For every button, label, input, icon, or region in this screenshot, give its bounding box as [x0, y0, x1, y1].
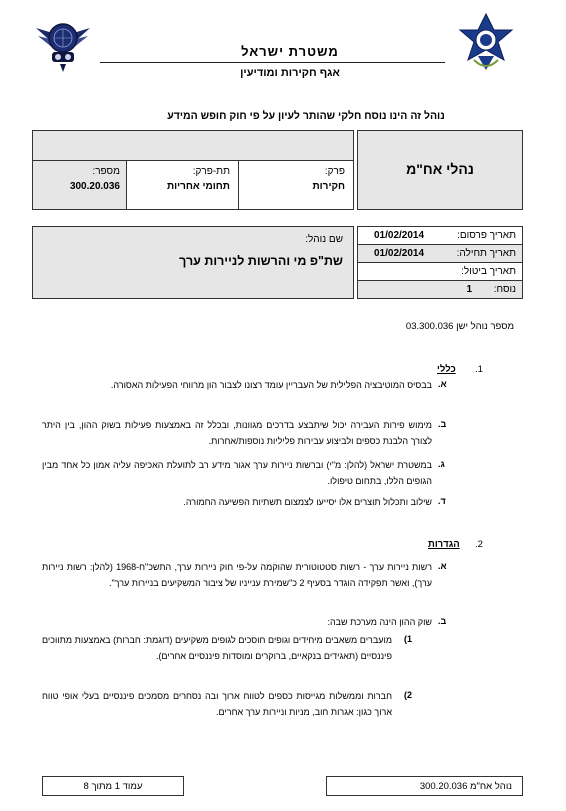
subchapter-cell — [126, 160, 239, 210]
cancel-date-row — [357, 262, 523, 281]
cancel-date-label: תאריך ביטול: — [461, 266, 516, 277]
procedure-name-value: שת"פ מי והרשות לניירות ערך — [179, 254, 343, 268]
procedures-title: נהלי אח"מ — [406, 161, 474, 177]
publish-date-label: תאריך פרסום: — [457, 230, 516, 241]
number-cell — [32, 160, 127, 210]
s2-sub-marker-1: 1) — [404, 634, 413, 644]
old-procedure-number: מספר נוהל ישן 03.300.036 — [405, 321, 514, 332]
section-1-number: 1. — [475, 364, 483, 375]
version-row — [357, 280, 523, 299]
s2-item-a-text: רשות ניירות ערך - רשות סטטוטורית שהוקמה על-פי חוק ניירות ערך, התשכ"ח-1968 (להלן: רשות ניירות ערך), ואשר תפקידה הוגדר בסעיף 2 כ"שמירת ענייניו של ציבור המשקיעים בניירות ערך". — [42, 562, 432, 588]
start-date-row — [357, 244, 523, 263]
footer-page-number: עמוד 1 מתוך 8 — [83, 781, 143, 792]
start-date-value: 01/02/2014 — [374, 248, 425, 259]
version-label: נוסח: — [493, 284, 516, 295]
s1-marker-b: ב. — [438, 419, 447, 429]
dept-title: אגף חקירות ומודיעין — [240, 67, 340, 79]
number-value: 300.20.036 — [69, 181, 120, 192]
subchapter-label: תת-פרק: — [192, 166, 230, 177]
s1-item-a-text: בבסיס המוטיבציה הפלילית של העבריין עומד רצונו לצבור הון מרווחי הפעילות האסורה. — [110, 380, 432, 390]
org-title: משטרת ישראל — [241, 44, 339, 59]
start-date-label: תאריך תחילה: — [456, 248, 516, 259]
israel-police-star-icon — [452, 12, 520, 76]
procedures-title-box — [357, 130, 523, 210]
procedure-name-label: שם נוהל: — [305, 234, 343, 245]
s2-marker-a: א. — [438, 561, 447, 571]
number-label: מספר: — [92, 166, 120, 177]
chapter-value: חקירות — [312, 181, 345, 192]
subchapter-value: תחומי אחריות — [166, 181, 230, 192]
s1-marker-c: ג. — [438, 459, 445, 469]
section-2-title: הגדרות — [428, 539, 460, 550]
s1-item-b-text: מימוש פירות העבירה יכול שיתבצע בדרכים מגוונות, ובכלל זה באמצעות פעילות בשוק ההון, בין היתר לצורך הלבנת כספים ולביצוע עבירות פליליות נוספות/אחרות. — [42, 420, 432, 446]
section-1-title: כללי — [437, 364, 456, 375]
footer-procedure-box — [326, 776, 523, 796]
s1-marker-a: א. — [438, 379, 447, 389]
footer-procedure-id: נוהל אח"מ 300.20.036 — [419, 781, 512, 792]
s1-item-c-text: במשטרת ישראל (להלן: מ"י) וברשות ניירות ערך אגור מידע רב לתועלת האכיפה עליה אמון כל אחד מבין הגופים הללו, בתחום טיפולו. — [42, 460, 432, 486]
chapter-cell — [238, 160, 354, 210]
main-box-top-blank — [32, 130, 354, 161]
partial-release-notice: נוהל זה הינו נוסח חלקי שהותר לעיון על פי חוק חופש המידע — [167, 110, 445, 122]
s2-subitem-2-text: חברות וממשלות מגייסות כספים לטווח ארוך ובה נסחרים מסמכים פיננסיים בעלי אופי טווח ארוך כגון: אגרות חוב, מניות וניירות ערך אחרים. — [42, 691, 392, 717]
s2-item-b-text: שוק ההון הינה מערכת שבה: — [327, 617, 432, 627]
publish-date-row — [357, 226, 523, 245]
header-divider — [100, 62, 445, 63]
procedure-name-box — [32, 226, 354, 299]
section-2-number: 2. — [475, 539, 483, 550]
s2-marker-b: ב. — [438, 616, 447, 626]
publish-date-value: 01/02/2014 — [374, 230, 425, 241]
s1-marker-d: ד. — [438, 496, 446, 506]
s2-sub-marker-2: 2) — [404, 690, 413, 700]
version-value: 1 — [466, 284, 472, 295]
footer-page-box — [42, 776, 184, 796]
chapter-label: פרק: — [324, 166, 345, 177]
investigations-emblem-icon — [34, 14, 92, 76]
s2-subitem-1-text: מועברים משאבים מיחידים וגופים חוסכים לגופים משקיעים (דוגמת: חברות) באמצעות מתווכים פיננסיים (תאגידים בנקאיים, ברוקרים ומוסדות פיננסיים אחרים). — [42, 635, 392, 661]
s1-item-d-text: שילוב ותכלול תוצרים אלו יסייעו לצמצום תשתיות הפשיעה החמורה. — [183, 497, 432, 507]
